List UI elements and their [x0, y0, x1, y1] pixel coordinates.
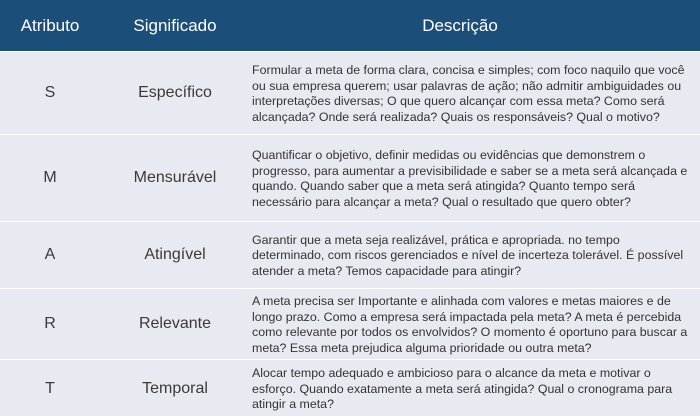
row-descricao: A meta precisa ser Importante e alinhada com valores e metas maiores e de longo prazo. Como a empresa será impactada pela meta? A meta é percebida como relevante por todos os envolvidos? O momento é oportuno para buscar a meta? Essa meta prejudica alguma prioridade ou outra meta? — [252, 294, 688, 355]
row-significado: Relevante — [138, 315, 212, 332]
table-row — [0, 134, 700, 221]
row-atributo: T — [45, 379, 55, 397]
table-header — [0, 0, 700, 51]
row-descricao: Quantificar o objetivo, definir medidas ou evidências que demonstrem o progresso, para aumentar a previsibilidade e saber se a meta será alcançada e quando. Quando saber que a meta será atingida? Quanto tempo será necessário para alcançar a meta? Qual o resultado que quero obter? — [252, 148, 688, 209]
header-significado: Significado — [133, 15, 217, 35]
row-atributo: S — [44, 84, 56, 101]
table-row — [0, 51, 700, 134]
table-row — [0, 288, 700, 359]
row-significado: Atingível — [144, 246, 206, 263]
row-atributo: M — [43, 169, 57, 186]
table-row — [0, 221, 700, 288]
header-descricao: Descrição — [422, 15, 498, 35]
row-descricao: Garantir que a meta seja realizável, prática e apropriada. no tempo determinado, com riscos gerenciados e nível de incerteza tolerável. É possível atender a meta? Temos capacidade para atingir? — [252, 232, 684, 278]
row-significado: Específico — [138, 84, 212, 101]
header-atributo: Atributo — [20, 15, 80, 35]
row-descricao: Alocar tempo adequado e ambicioso para o alcance da meta e motivar o esforço. Quando exatamente a meta será atingida? Qual o cronograma para atingir a meta? — [252, 366, 673, 412]
row-descricao: Formular a meta de forma clara, concisa e simples; com foco naquilo que você ou sua empresa querem; usar palavras de ação; não admitir ambiguidades ou interpretações diversas; O que quero alcançar com essa meta? Como será alcançada? Onde será realizada? Quais os responsáveis? Qual o motivo? — [252, 63, 685, 124]
row-significado: Mensurável — [133, 169, 217, 186]
table-row — [0, 359, 700, 416]
row-atributo: A — [44, 246, 56, 263]
row-significado: Temporal — [142, 379, 208, 397]
row-atributo: R — [44, 315, 56, 332]
